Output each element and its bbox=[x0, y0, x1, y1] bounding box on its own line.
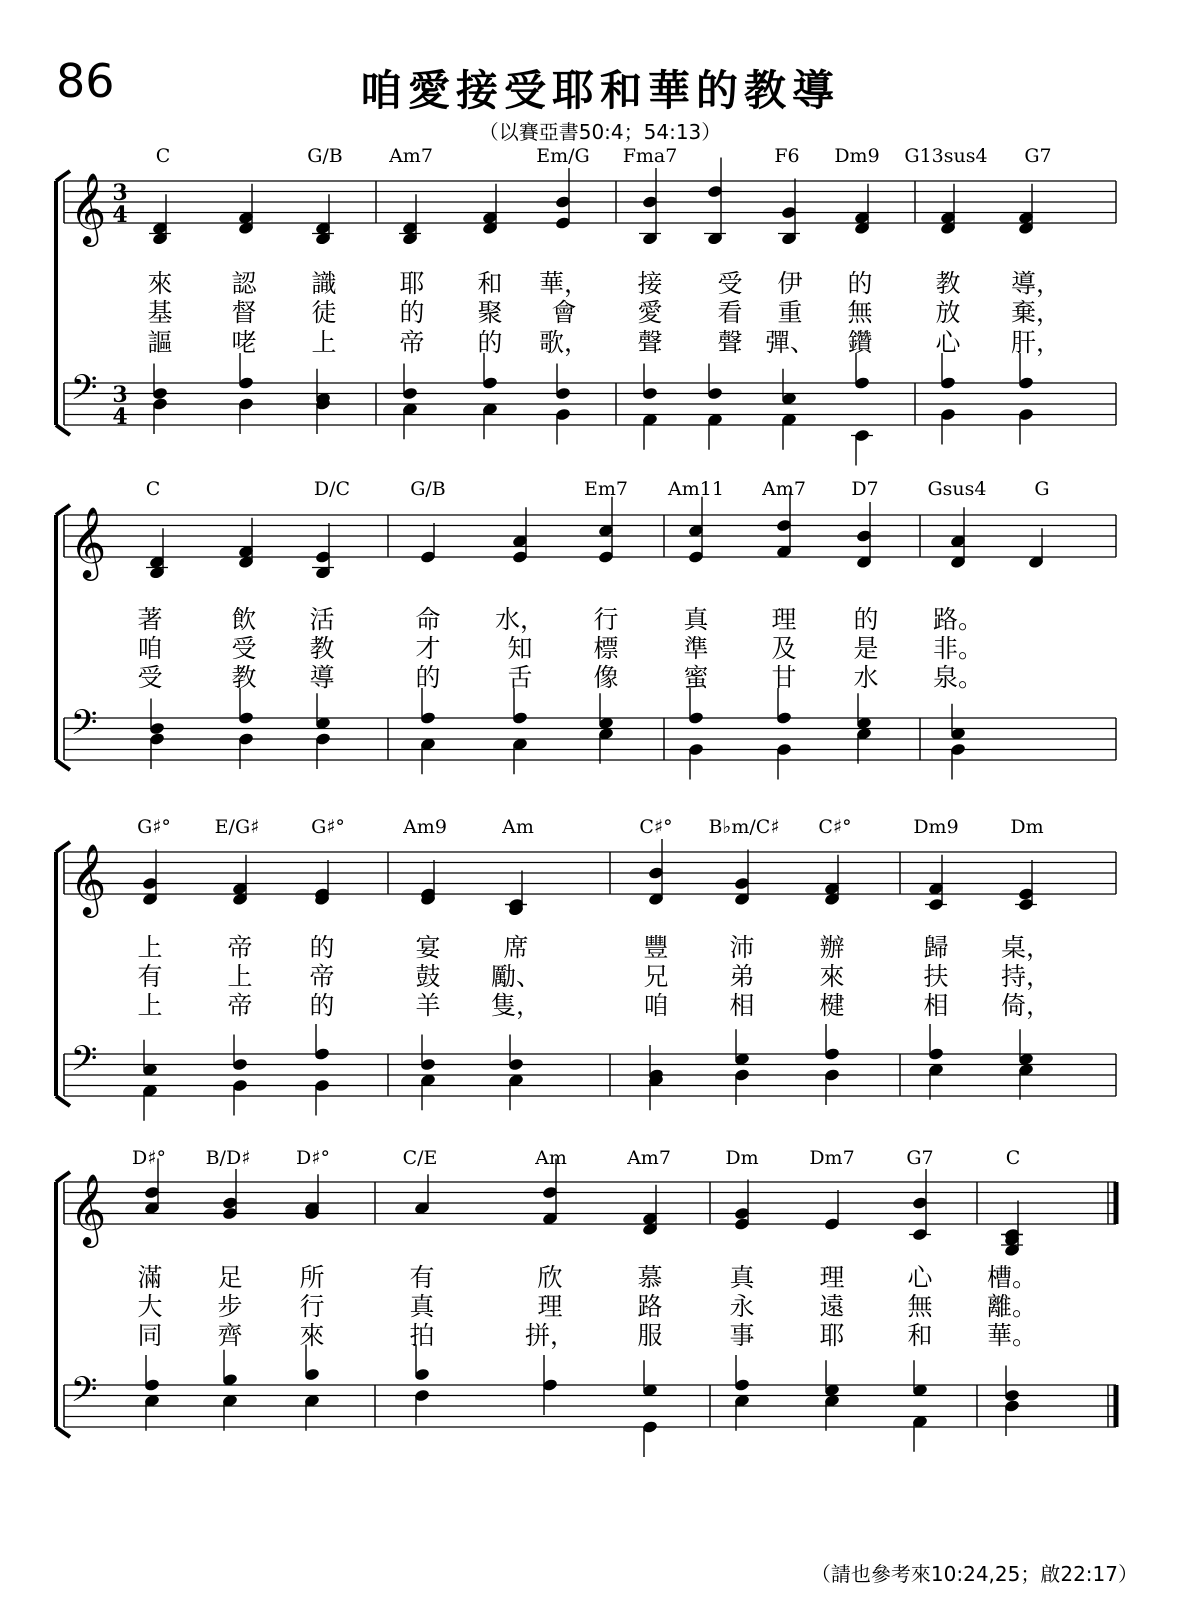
bass-clef-icon: 𝄢 bbox=[70, 1369, 98, 1418]
lyric-verse-2: 帝 bbox=[309, 962, 335, 991]
lyric-verse-3: 心 bbox=[935, 328, 961, 357]
lyric-verse-3: 肝， bbox=[1010, 328, 1062, 357]
lyric-verse-2: 來 bbox=[819, 962, 845, 991]
lyric-verse-2: 才 bbox=[415, 634, 441, 663]
lyric-verse-3: 同 bbox=[137, 1321, 163, 1350]
lyric-verse-3: 拍 bbox=[409, 1321, 435, 1350]
lyric-verse-3: 甘 bbox=[771, 663, 797, 692]
lyric-verse-1: 真 bbox=[729, 1263, 755, 1292]
lyric-verse-3: 齊 bbox=[217, 1321, 243, 1350]
lyric-verse-3: 拼， bbox=[524, 1321, 576, 1350]
lyric-verse-2: 受 bbox=[231, 634, 257, 663]
lyric-verse-1: 水， bbox=[494, 605, 546, 634]
chord-symbol: B♭m/C♯ bbox=[708, 816, 780, 838]
hymn-number: 86 bbox=[56, 54, 115, 108]
time-signature-upper: 3 bbox=[112, 180, 128, 206]
lyric-verse-2: 放 bbox=[935, 298, 961, 327]
lyric-verse-1: 的 bbox=[853, 605, 879, 634]
lyric-verse-2: 徒 bbox=[311, 298, 337, 327]
chord-symbol: Am bbox=[535, 1147, 567, 1169]
lyric-verse-3: 上 bbox=[137, 991, 163, 1020]
hymn-title: 咱愛接受耶和華的教導 bbox=[359, 66, 840, 115]
lyric-verse-2: 會 bbox=[551, 298, 577, 327]
time-signature-lower: 4 bbox=[112, 202, 128, 228]
lyric-verse-2: 上 bbox=[227, 962, 253, 991]
chord-symbol: Dm9 bbox=[834, 145, 880, 167]
lyric-verse-2: 無 bbox=[847, 298, 873, 327]
lyric-verse-2: 聚 bbox=[477, 298, 503, 327]
lyric-verse-1: 和 bbox=[477, 269, 503, 298]
lyric-verse-1: 命 bbox=[415, 605, 441, 634]
lyric-verse-1: 足 bbox=[217, 1263, 243, 1292]
lyric-verse-1: 活 bbox=[309, 605, 335, 634]
lyric-verse-1: 慕 bbox=[637, 1263, 663, 1292]
lyric-verse-1: 受 bbox=[717, 269, 743, 298]
lyric-verse-1: 辦 bbox=[819, 933, 845, 962]
lyric-verse-1: 滿 bbox=[137, 1263, 163, 1292]
lyric-verse-3: 蜜 bbox=[683, 663, 709, 692]
lyric-verse-1: 上 bbox=[137, 933, 163, 962]
lyric-verse-1: 心 bbox=[907, 1263, 933, 1292]
chord-symbol: G/B bbox=[410, 478, 446, 500]
lyric-verse-1: 桌， bbox=[1000, 933, 1052, 962]
chord-symbol: Am9 bbox=[403, 816, 447, 838]
treble-clef-icon: 𝄞 bbox=[69, 1172, 107, 1245]
chord-symbol: Am7 bbox=[627, 1147, 671, 1169]
lyric-verse-2: 扶 bbox=[923, 962, 949, 991]
lyric-verse-2: 重 bbox=[777, 298, 803, 327]
lyric-verse-2: 標 bbox=[593, 634, 619, 663]
lyric-verse-3: 帝 bbox=[227, 991, 253, 1020]
lyric-verse-1: 真 bbox=[683, 605, 709, 634]
chord-symbol: C bbox=[145, 478, 161, 500]
scripture-reference: （以賽亞書50:4；54:13） bbox=[478, 120, 722, 144]
lyric-verse-1: 耶 bbox=[399, 269, 425, 298]
chord-symbol: G/B bbox=[307, 145, 343, 167]
lyric-verse-2: 真 bbox=[409, 1292, 435, 1321]
chord-symbol: C♯° bbox=[818, 816, 852, 838]
lyric-verse-3: 華。 bbox=[986, 1321, 1038, 1350]
lyric-verse-2: 路 bbox=[637, 1292, 663, 1321]
lyric-verse-2: 咱 bbox=[137, 634, 163, 663]
lyric-verse-1: 的 bbox=[309, 933, 335, 962]
chord-symbol: G7 bbox=[1024, 145, 1052, 167]
lyric-verse-3: 鑽 bbox=[847, 328, 873, 357]
lyric-verse-3: 來 bbox=[299, 1321, 325, 1350]
chord-symbol: Am7 bbox=[389, 145, 433, 167]
lyric-verse-3: 楗 bbox=[819, 991, 845, 1020]
chord-symbol: G bbox=[1034, 478, 1050, 500]
lyric-verse-3: 羊 bbox=[415, 991, 441, 1020]
chord-symbol: Em/G bbox=[536, 145, 590, 167]
chord-symbol: G♯° bbox=[311, 816, 345, 838]
lyric-verse-3: 的 bbox=[309, 991, 335, 1020]
lyric-verse-2: 愛 bbox=[637, 298, 663, 327]
chord-symbol: D/C bbox=[313, 478, 351, 500]
lyric-verse-3: 受 bbox=[137, 663, 163, 692]
bass-clef-icon: 𝄢 bbox=[70, 1038, 98, 1087]
lyric-verse-1: 路。 bbox=[932, 605, 984, 634]
treble-clef-icon: 𝄞 bbox=[69, 171, 107, 244]
lyric-verse-3: 上 bbox=[311, 328, 337, 357]
lyric-verse-3: 泉。 bbox=[932, 663, 984, 692]
lyric-verse-2: 看 bbox=[717, 298, 743, 327]
chord-symbol: D♯° bbox=[132, 1147, 166, 1169]
lyric-verse-3: 的 bbox=[477, 328, 503, 357]
lyric-verse-2: 大 bbox=[137, 1292, 163, 1321]
chord-symbol: B/D♯ bbox=[205, 1147, 251, 1169]
system-brace bbox=[56, 505, 70, 770]
chord-symbol: Gsus4 bbox=[927, 478, 987, 500]
chord-symbol: G♯° bbox=[137, 816, 171, 838]
time-signature-lower: 4 bbox=[112, 404, 128, 430]
lyric-verse-1: 席 bbox=[503, 933, 529, 962]
lyric-verse-3: 隻， bbox=[490, 991, 542, 1020]
lyric-verse-3: 聲 bbox=[717, 328, 743, 357]
lyric-verse-1: 理 bbox=[771, 605, 797, 634]
lyric-verse-3: 咾 bbox=[231, 328, 257, 357]
chord-symbol: Dm9 bbox=[913, 816, 959, 838]
lyric-verse-1: 槽。 bbox=[986, 1263, 1038, 1292]
lyric-verse-3: 相 bbox=[923, 991, 949, 1020]
chord-symbol: C♯° bbox=[639, 816, 673, 838]
lyric-verse-3: 導 bbox=[309, 663, 335, 692]
system-brace bbox=[56, 1172, 70, 1437]
lyric-verse-3: 帝 bbox=[399, 328, 425, 357]
lyric-verse-1: 帝 bbox=[227, 933, 253, 962]
lyric-verse-2: 督 bbox=[231, 298, 257, 327]
lyric-verse-2: 行 bbox=[299, 1292, 325, 1321]
lyric-verse-3: 相 bbox=[729, 991, 755, 1020]
lyric-verse-3: 耶 bbox=[819, 1321, 845, 1350]
lyric-verse-1: 認 bbox=[231, 269, 257, 298]
lyric-verse-2: 兄 bbox=[643, 962, 669, 991]
lyric-verse-3: 的 bbox=[415, 663, 441, 692]
chord-symbol: D7 bbox=[851, 478, 879, 500]
lyric-verse-1: 華， bbox=[538, 269, 590, 298]
chord-symbol: Fma7 bbox=[622, 145, 678, 167]
lyric-verse-1: 識 bbox=[311, 269, 337, 298]
lyric-verse-2: 有 bbox=[137, 962, 163, 991]
lyric-verse-1: 有 bbox=[409, 1263, 435, 1292]
system-brace bbox=[56, 171, 70, 435]
lyric-verse-1: 伊 bbox=[777, 269, 803, 298]
chord-symbol: E/G♯ bbox=[214, 816, 260, 838]
system-brace bbox=[56, 842, 70, 1106]
lyric-verse-2: 棄， bbox=[1010, 298, 1062, 327]
lyric-verse-1: 豐 bbox=[643, 933, 669, 962]
lyric-verse-3: 事 bbox=[729, 1321, 755, 1350]
lyric-verse-3: 和 bbox=[907, 1321, 933, 1350]
chord-symbol: Em7 bbox=[584, 478, 628, 500]
chord-symbol: Dm bbox=[1010, 816, 1044, 838]
chord-symbol: Am bbox=[502, 816, 534, 838]
lyric-verse-2: 的 bbox=[399, 298, 425, 327]
chord-symbol: Am7 bbox=[762, 478, 806, 500]
lyric-verse-1: 宴 bbox=[415, 933, 441, 962]
treble-clef-icon: 𝄞 bbox=[69, 842, 107, 915]
lyric-verse-2: 是 bbox=[853, 634, 879, 663]
lyric-verse-1: 歸 bbox=[923, 933, 949, 962]
chord-symbol: C bbox=[1005, 1147, 1021, 1169]
lyric-verse-2: 及 bbox=[771, 634, 797, 663]
lyric-verse-1: 來 bbox=[147, 269, 173, 298]
lyric-verse-1: 的 bbox=[847, 269, 873, 298]
lyric-verse-3: 舌 bbox=[507, 663, 533, 692]
lyric-verse-2: 無 bbox=[907, 1292, 933, 1321]
lyric-verse-2: 弟 bbox=[729, 962, 755, 991]
lyric-verse-2: 教 bbox=[309, 634, 335, 663]
lyric-verse-1: 沛 bbox=[729, 933, 755, 962]
lyric-verse-2: 持， bbox=[1000, 962, 1052, 991]
lyric-verse-3: 咱 bbox=[643, 991, 669, 1020]
chord-symbol: C bbox=[155, 145, 171, 167]
lyric-verse-2: 準 bbox=[683, 634, 709, 663]
lyric-verse-3: 歌， bbox=[538, 328, 590, 357]
chord-symbol: Am11 bbox=[668, 478, 724, 500]
chord-symbol: Dm7 bbox=[809, 1147, 855, 1169]
lyric-verse-1: 行 bbox=[593, 605, 619, 634]
footer-reference: （請也參考來10:24,25；啟22:17） bbox=[810, 1562, 1138, 1586]
bass-clef-icon: 𝄢 bbox=[70, 702, 98, 751]
chord-symbol: C/E bbox=[402, 1147, 438, 1169]
lyric-verse-1: 所 bbox=[299, 1263, 325, 1292]
lyric-verse-2: 基 bbox=[147, 298, 173, 327]
lyric-verse-2: 非。 bbox=[932, 634, 984, 663]
lyric-verse-1: 理 bbox=[819, 1263, 845, 1292]
lyric-verse-2: 理 bbox=[537, 1292, 563, 1321]
treble-clef-icon: 𝄞 bbox=[69, 505, 107, 578]
lyric-verse-1: 教 bbox=[935, 269, 961, 298]
lyric-verse-1: 接 bbox=[637, 269, 663, 298]
lyric-verse-1: 著 bbox=[137, 605, 163, 634]
lyric-verse-2: 步 bbox=[217, 1292, 243, 1321]
lyric-verse-1: 欣 bbox=[537, 1263, 563, 1292]
chord-symbol: Dm bbox=[725, 1147, 759, 1169]
lyric-verse-3: 服 bbox=[637, 1321, 663, 1350]
lyric-verse-2: 知 bbox=[507, 634, 533, 663]
lyric-verse-2: 勵、 bbox=[490, 962, 542, 991]
lyric-verse-3: 像 bbox=[593, 663, 619, 692]
chord-symbol: F6 bbox=[774, 145, 800, 167]
lyric-verse-2: 離。 bbox=[986, 1292, 1038, 1321]
lyric-verse-2: 永 bbox=[729, 1292, 755, 1321]
lyric-verse-2: 鼓 bbox=[415, 962, 441, 991]
lyric-verse-1: 導， bbox=[1010, 269, 1062, 298]
time-signature-upper: 3 bbox=[112, 382, 128, 408]
lyric-verse-3: 教 bbox=[231, 663, 257, 692]
lyric-verse-3: 謳 bbox=[147, 328, 173, 357]
lyric-verse-3: 聲 bbox=[637, 328, 663, 357]
chord-symbol: G7 bbox=[906, 1147, 934, 1169]
lyric-verse-3: 倚， bbox=[1000, 991, 1052, 1020]
lyric-verse-3: 水 bbox=[853, 663, 879, 692]
lyric-verse-3: 彈、 bbox=[764, 328, 816, 357]
bass-clef-icon: 𝄢 bbox=[70, 367, 98, 416]
lyric-verse-1: 飲 bbox=[231, 605, 257, 634]
lyric-verse-2: 遠 bbox=[819, 1292, 845, 1321]
chord-symbol: G13sus4 bbox=[904, 145, 988, 167]
chord-symbol: D♯° bbox=[296, 1147, 330, 1169]
